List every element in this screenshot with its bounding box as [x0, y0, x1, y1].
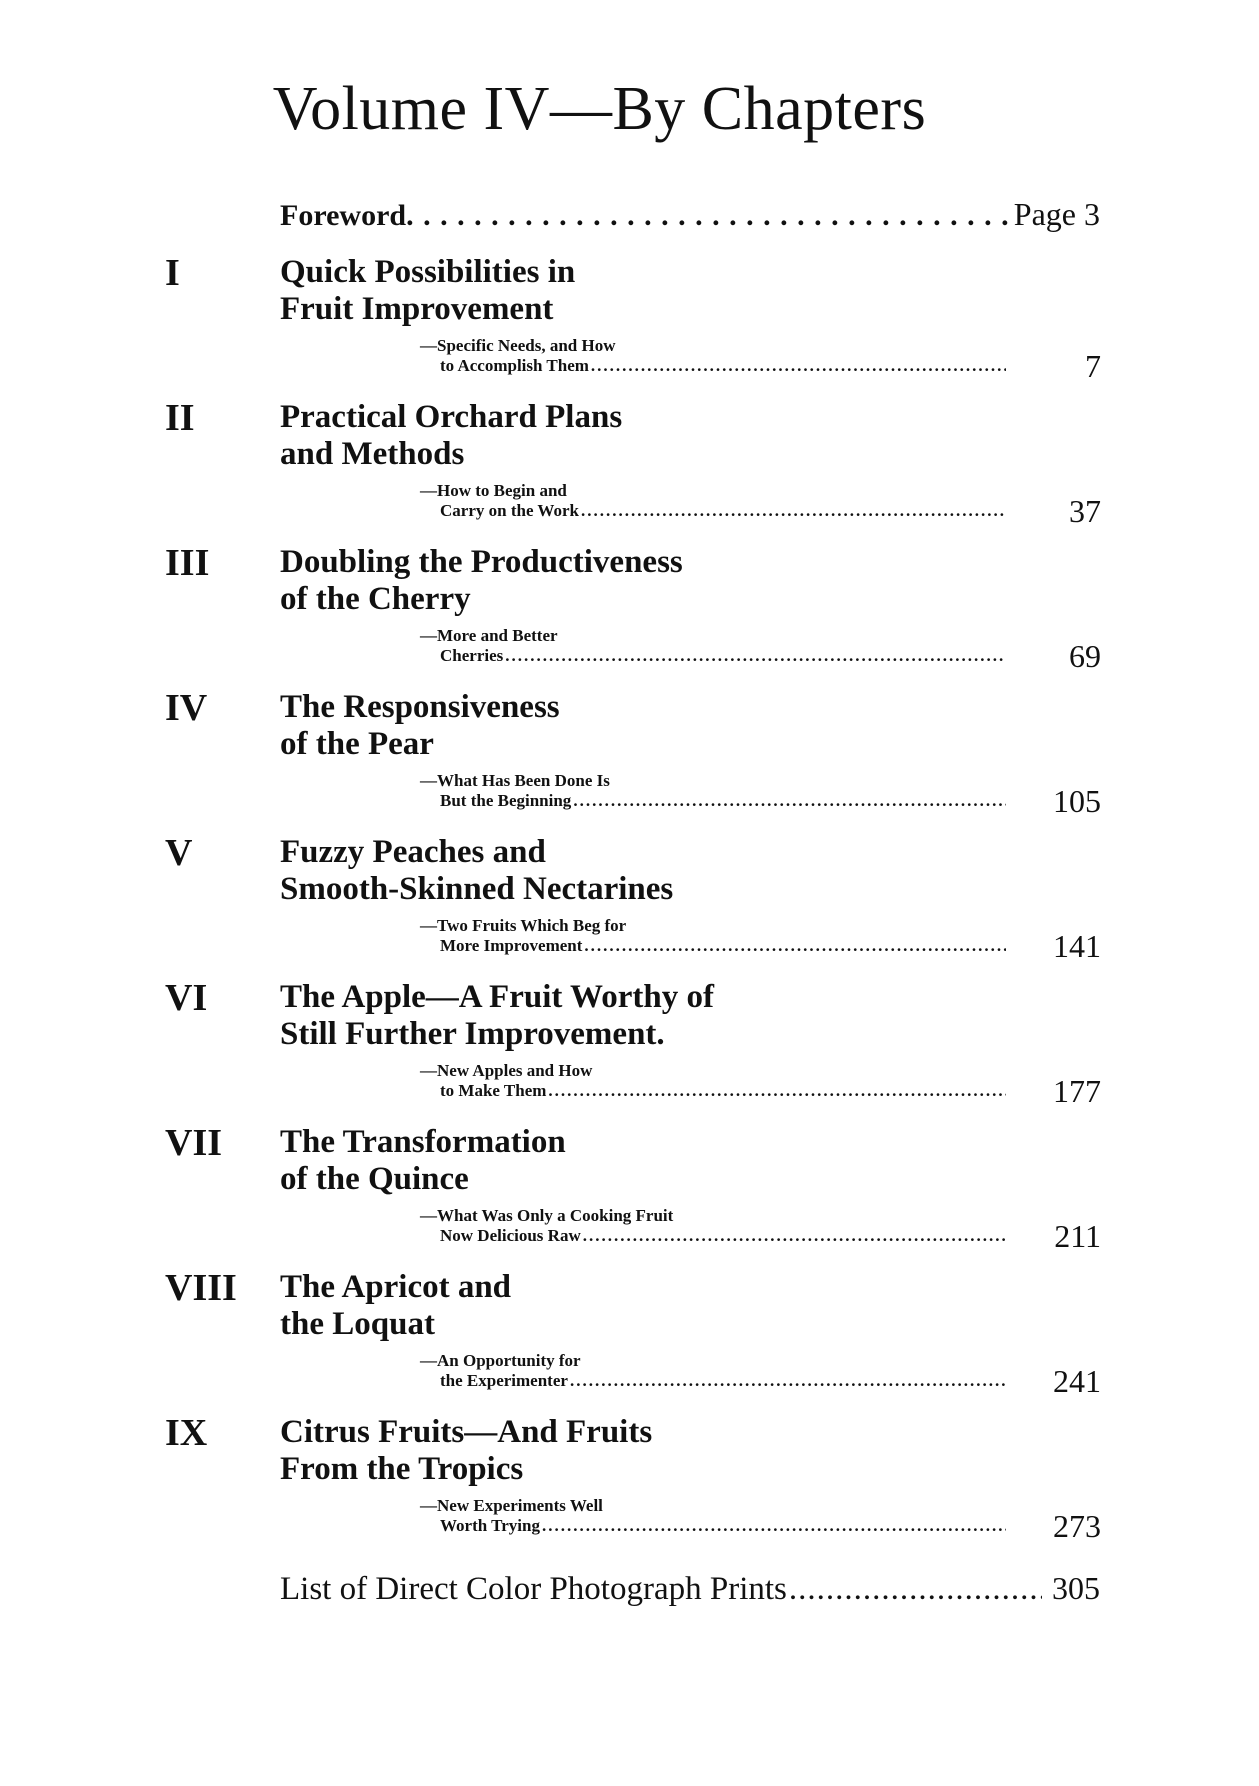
chapter-subtitle-line: But the Beginning [440, 791, 572, 810]
chapter-subtitle [420, 1061, 1020, 1101]
chapter-entry-iv[interactable] [0, 689, 1259, 834]
dot-leader [406, 199, 1014, 233]
chapter-subtitle-line: —How to Begin and [420, 481, 567, 500]
chapter-title [280, 1414, 900, 1488]
chapter-entry-i[interactable] [0, 254, 1259, 399]
chapter-title-line: Citrus Fruits—And Fruits [280, 1414, 653, 1450]
dot-leader [581, 501, 1006, 521]
dot-leader [570, 1371, 1006, 1391]
chapter-subtitle-line: to Accomplish Them [440, 356, 589, 375]
chapter-subtitle-line: Carry on the Work [440, 501, 579, 520]
chapter-title [280, 399, 900, 473]
chapter-subtitle [420, 916, 1020, 956]
chapter-subtitle-line: Now Delicious Raw [440, 1226, 581, 1245]
chapter-numeral: VII [165, 1122, 223, 1164]
chapter-entry-viii[interactable] [0, 1269, 1259, 1414]
chapter-title-line: of the Pear [280, 726, 434, 762]
chapter-subtitle-line: Worth Trying [440, 1516, 540, 1535]
chapter-title-line: Practical Orchard Plans [280, 399, 623, 435]
chapter-title-line: of the Cherry [280, 581, 471, 617]
chapter-entry-vi[interactable] [0, 979, 1259, 1124]
chapter-entry-ii[interactable] [0, 399, 1259, 544]
chapter-subtitle-line: the Experimenter [440, 1371, 568, 1390]
chapter-subtitle [420, 336, 1020, 376]
chapter-subtitle-line: —What Has Been Done Is [420, 771, 610, 790]
chapter-page-number: 69 [1069, 638, 1101, 674]
chapter-title [280, 1269, 900, 1343]
chapter-entry-v[interactable] [0, 834, 1259, 979]
chapter-subtitle-line: to Make Them [440, 1081, 547, 1100]
chapter-subtitle-line: —An Opportunity for [420, 1351, 581, 1370]
chapter-page-number: 105 [1053, 783, 1101, 819]
chapter-numeral: II [165, 397, 195, 439]
chapter-title-line: and Methods [280, 436, 465, 472]
chapter-subtitle [420, 481, 1020, 521]
chapter-subtitle [420, 626, 1020, 666]
chapter-subtitle-line: —New Apples and How [420, 1061, 593, 1080]
chapter-title [280, 254, 900, 328]
chapter-numeral: V [165, 832, 193, 874]
chapter-title-line: Smooth-Skinned Nectarines [280, 871, 674, 907]
dot-leader [542, 1516, 1006, 1536]
chapter-title-line: Fuzzy Peaches and [280, 834, 546, 870]
chapter-subtitle [420, 1496, 1020, 1536]
dot-leader [591, 356, 1006, 376]
dot-leader [573, 791, 1006, 811]
chapter-page-number: 211 [1054, 1218, 1101, 1254]
chapter-title-line: The Apple—A Fruit Worthy of [280, 979, 714, 1015]
chapter-numeral: VI [165, 977, 208, 1019]
chapter-title-line: Doubling the Productiveness [280, 544, 683, 580]
chapter-page-number: 177 [1053, 1073, 1101, 1109]
dot-leader [548, 1081, 1006, 1101]
chapter-title-line: of the Quince [280, 1161, 469, 1197]
chapter-subtitle-line: —New Experiments Well [420, 1496, 603, 1515]
list-of-prints-label: List of Direct Color Photograph Prints [280, 1571, 787, 1607]
list-of-prints-entry[interactable] [280, 1570, 1100, 1608]
page-title [0, 75, 1259, 143]
chapter-page-number: 7 [1085, 348, 1101, 384]
chapter-subtitle-line: —Specific Needs, and How [420, 336, 616, 355]
chapter-page-number: 37 [1069, 493, 1101, 529]
chapter-page-number: 141 [1053, 928, 1101, 964]
chapter-title-line: the Loquat [280, 1306, 435, 1342]
chapter-title-line: Still Further Improvement. [280, 1016, 665, 1052]
chapter-title-line: Quick Possibilities in [280, 254, 576, 290]
chapter-entry-iii[interactable] [0, 544, 1259, 689]
foreword-page: Page 3 [1013, 196, 1100, 232]
chapter-title-line: Fruit Improvement [280, 291, 554, 327]
dot-leader [505, 646, 1006, 666]
list-of-prints-page: 305 [1052, 1570, 1100, 1606]
chapter-title-line: The Responsiveness [280, 689, 560, 725]
page-title-text: Volume IV—By Chapters [272, 75, 927, 143]
chapter-title-line: The Apricot and [280, 1269, 512, 1305]
chapter-subtitle-line: More Improvement [440, 936, 583, 955]
chapter-numeral: IX [165, 1412, 208, 1454]
dot-leader [583, 1226, 1006, 1246]
dot-leader [789, 1571, 1042, 1608]
chapter-subtitle-line: —What Was Only a Cooking Fruit [420, 1206, 674, 1225]
chapter-entry-vii[interactable] [0, 1124, 1259, 1269]
chapter-numeral: I [165, 252, 180, 294]
chapter-title [280, 544, 900, 618]
foreword-entry[interactable] [280, 196, 1100, 233]
chapter-subtitle [420, 1351, 1020, 1391]
chapter-title [280, 1124, 900, 1198]
chapter-numeral: III [165, 542, 210, 584]
foreword-label: Foreword [280, 199, 407, 232]
chapter-title [280, 834, 900, 908]
chapter-title [280, 689, 900, 763]
chapter-title-line: The Transformation [280, 1124, 566, 1160]
chapter-subtitle-line: Cherries [440, 646, 504, 665]
chapter-numeral: IV [165, 687, 208, 729]
chapter-page-number: 273 [1053, 1508, 1101, 1544]
chapter-numeral: VIII [165, 1267, 237, 1309]
chapter-subtitle-line: —More and Better [420, 626, 558, 645]
chapter-subtitle [420, 771, 1020, 811]
dot-leader [584, 936, 1006, 956]
chapter-entry-ix[interactable] [0, 1414, 1259, 1559]
chapter-subtitle-line: —Two Fruits Which Beg for [420, 916, 627, 935]
chapter-title [280, 979, 900, 1053]
chapter-title-line: From the Tropics [280, 1451, 524, 1487]
chapter-page-number: 241 [1053, 1363, 1101, 1399]
chapter-subtitle [420, 1206, 1020, 1246]
